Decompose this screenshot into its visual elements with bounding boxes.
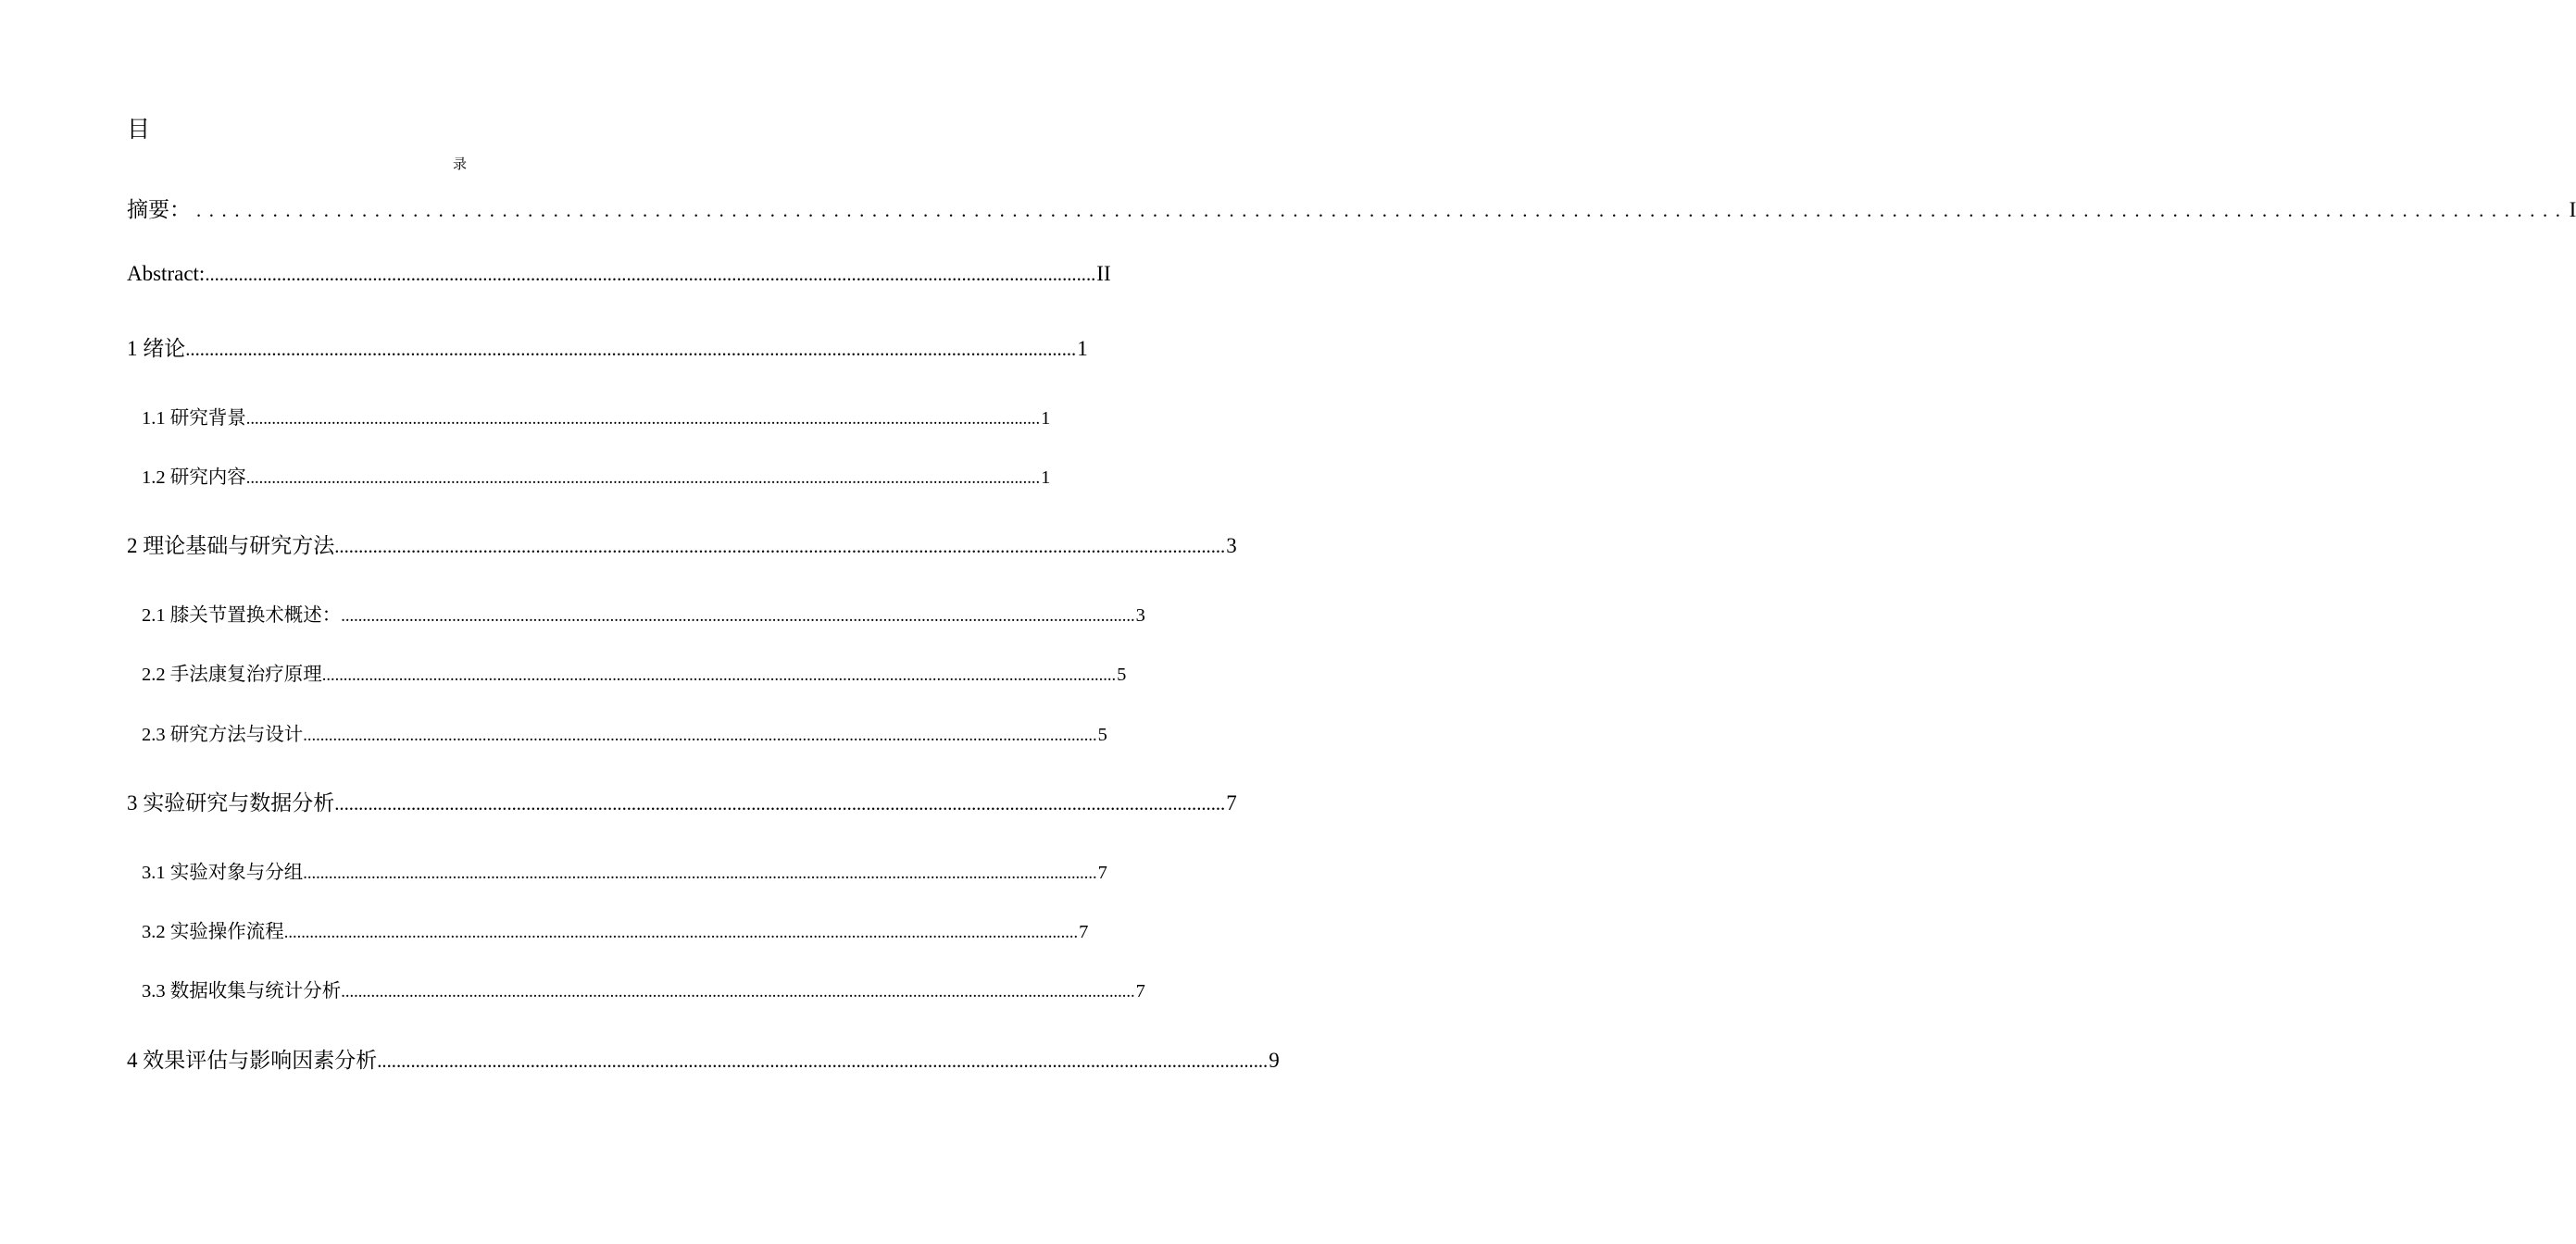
toc-entry-abstract-cn[interactable]	[127, 193, 2576, 223]
toc-entry-label: 3.3 数据收集与统计分析	[142, 981, 342, 1001]
toc-leader-dots: ..........................................................................................................................................................................................	[341, 982, 1135, 1001]
toc-entry-label: 1 绪论	[127, 337, 186, 360]
toc-page-number: 7	[1226, 791, 1237, 815]
toc-entry-section-3-2[interactable]	[142, 915, 1089, 943]
toc-page-number: I	[2569, 198, 2576, 221]
toc-page-number: 9	[1269, 1049, 1280, 1072]
toc-entry-chapter-2[interactable]	[127, 529, 1237, 559]
toc-entry-section-1-1[interactable]	[142, 402, 1051, 429]
toc-page-number: 3	[1135, 605, 1145, 626]
toc-entry-chapter-4[interactable]	[127, 1043, 1280, 1074]
toc-page-number: 5	[1117, 665, 1127, 685]
toc-entry-label: 2.2 手法康复治疗原理	[142, 665, 322, 685]
toc-entry-section-1-2[interactable]	[142, 461, 1051, 489]
toc-leader-dots: ..........................................................................................................................................................................................	[334, 794, 1226, 815]
toc-entry-chapter-1[interactable]	[127, 331, 1088, 362]
toc-entry-label: 3.2 实验操作流程	[142, 922, 284, 942]
toc-page-number: 3	[1226, 534, 1237, 557]
toc-leader-dots: ..........................................................................................................................................................................................	[321, 666, 1117, 684]
toc-entry-label: 2 理论基础与研究方法	[127, 534, 335, 557]
toc-leader-dots: ..........................................................................................................................................................................................	[185, 340, 1077, 360]
toc-leader-dots: ..........................................................................................................................................................................................	[303, 726, 1097, 744]
toc-entry-section-2-1[interactable]	[142, 599, 1145, 627]
toc-leader-dots: ..........................................................................................................................................................................................	[283, 923, 1079, 941]
toc-page-number: 1	[1041, 467, 1051, 488]
toc-entry-chapter-3[interactable]	[127, 786, 1237, 816]
toc-entry-section-2-3[interactable]	[142, 718, 1107, 746]
toc-leader-dots: ..........................................................................................................................................................................................	[245, 468, 1041, 487]
toc-entry-label: Abstract:	[127, 262, 206, 285]
toc-page-number: 1	[1077, 337, 1088, 360]
toc-leader-dots: ..........................................................................................................................................................................................	[245, 409, 1041, 428]
toc-leader-dots: ..........................................................................................................................................................................................	[205, 265, 1096, 285]
toc-page-number: 7	[1079, 922, 1089, 942]
toc-entry-label: 3 实验研究与数据分析	[127, 791, 335, 815]
toc-leader-dots: ..........................................................................................................................................................................................	[334, 537, 1226, 557]
toc-entry-section-3-3[interactable]	[142, 975, 1145, 1002]
toc-leader-dots: ..........................................................................................................................................................................................	[377, 1051, 1269, 1072]
toc-page-number: 7	[1097, 863, 1107, 883]
toc-entry-label: 1.2 研究内容	[142, 467, 246, 488]
toc-entry-label: 2.1 膝关节置换术概述：	[142, 605, 342, 626]
toc-entry-label: 3.1 实验对象与分组	[142, 863, 304, 883]
toc-entry-label: 4 效果评估与影响因素分析	[127, 1049, 378, 1072]
toc-leader-dots: ..........................................................................................................................................................................................	[196, 201, 2569, 221]
toc-leader-dots: ..........................................................................................................................................................................................	[303, 864, 1097, 882]
toc-entry-abstract-en[interactable]	[127, 262, 1111, 286]
toc-entry-label: 1.1 研究背景	[142, 408, 246, 429]
toc-page-number: 7	[1135, 981, 1145, 1001]
toc-entry-label: 摘要：	[127, 198, 191, 221]
toc-page-number: II	[1096, 262, 1111, 285]
toc-entry-section-2-2[interactable]	[142, 658, 1127, 686]
toc-entry-section-3-1[interactable]	[142, 856, 1107, 884]
toc-page-number: 1	[1041, 408, 1051, 429]
toc-title-first-char: 目	[127, 118, 151, 143]
toc-entry-label: 2.3 研究方法与设计	[142, 725, 304, 745]
toc-leader-dots: ..........................................................................................................................................................................................	[341, 606, 1135, 625]
toc-title-second-char: 录	[453, 157, 468, 172]
toc-page-number: 5	[1097, 725, 1107, 745]
